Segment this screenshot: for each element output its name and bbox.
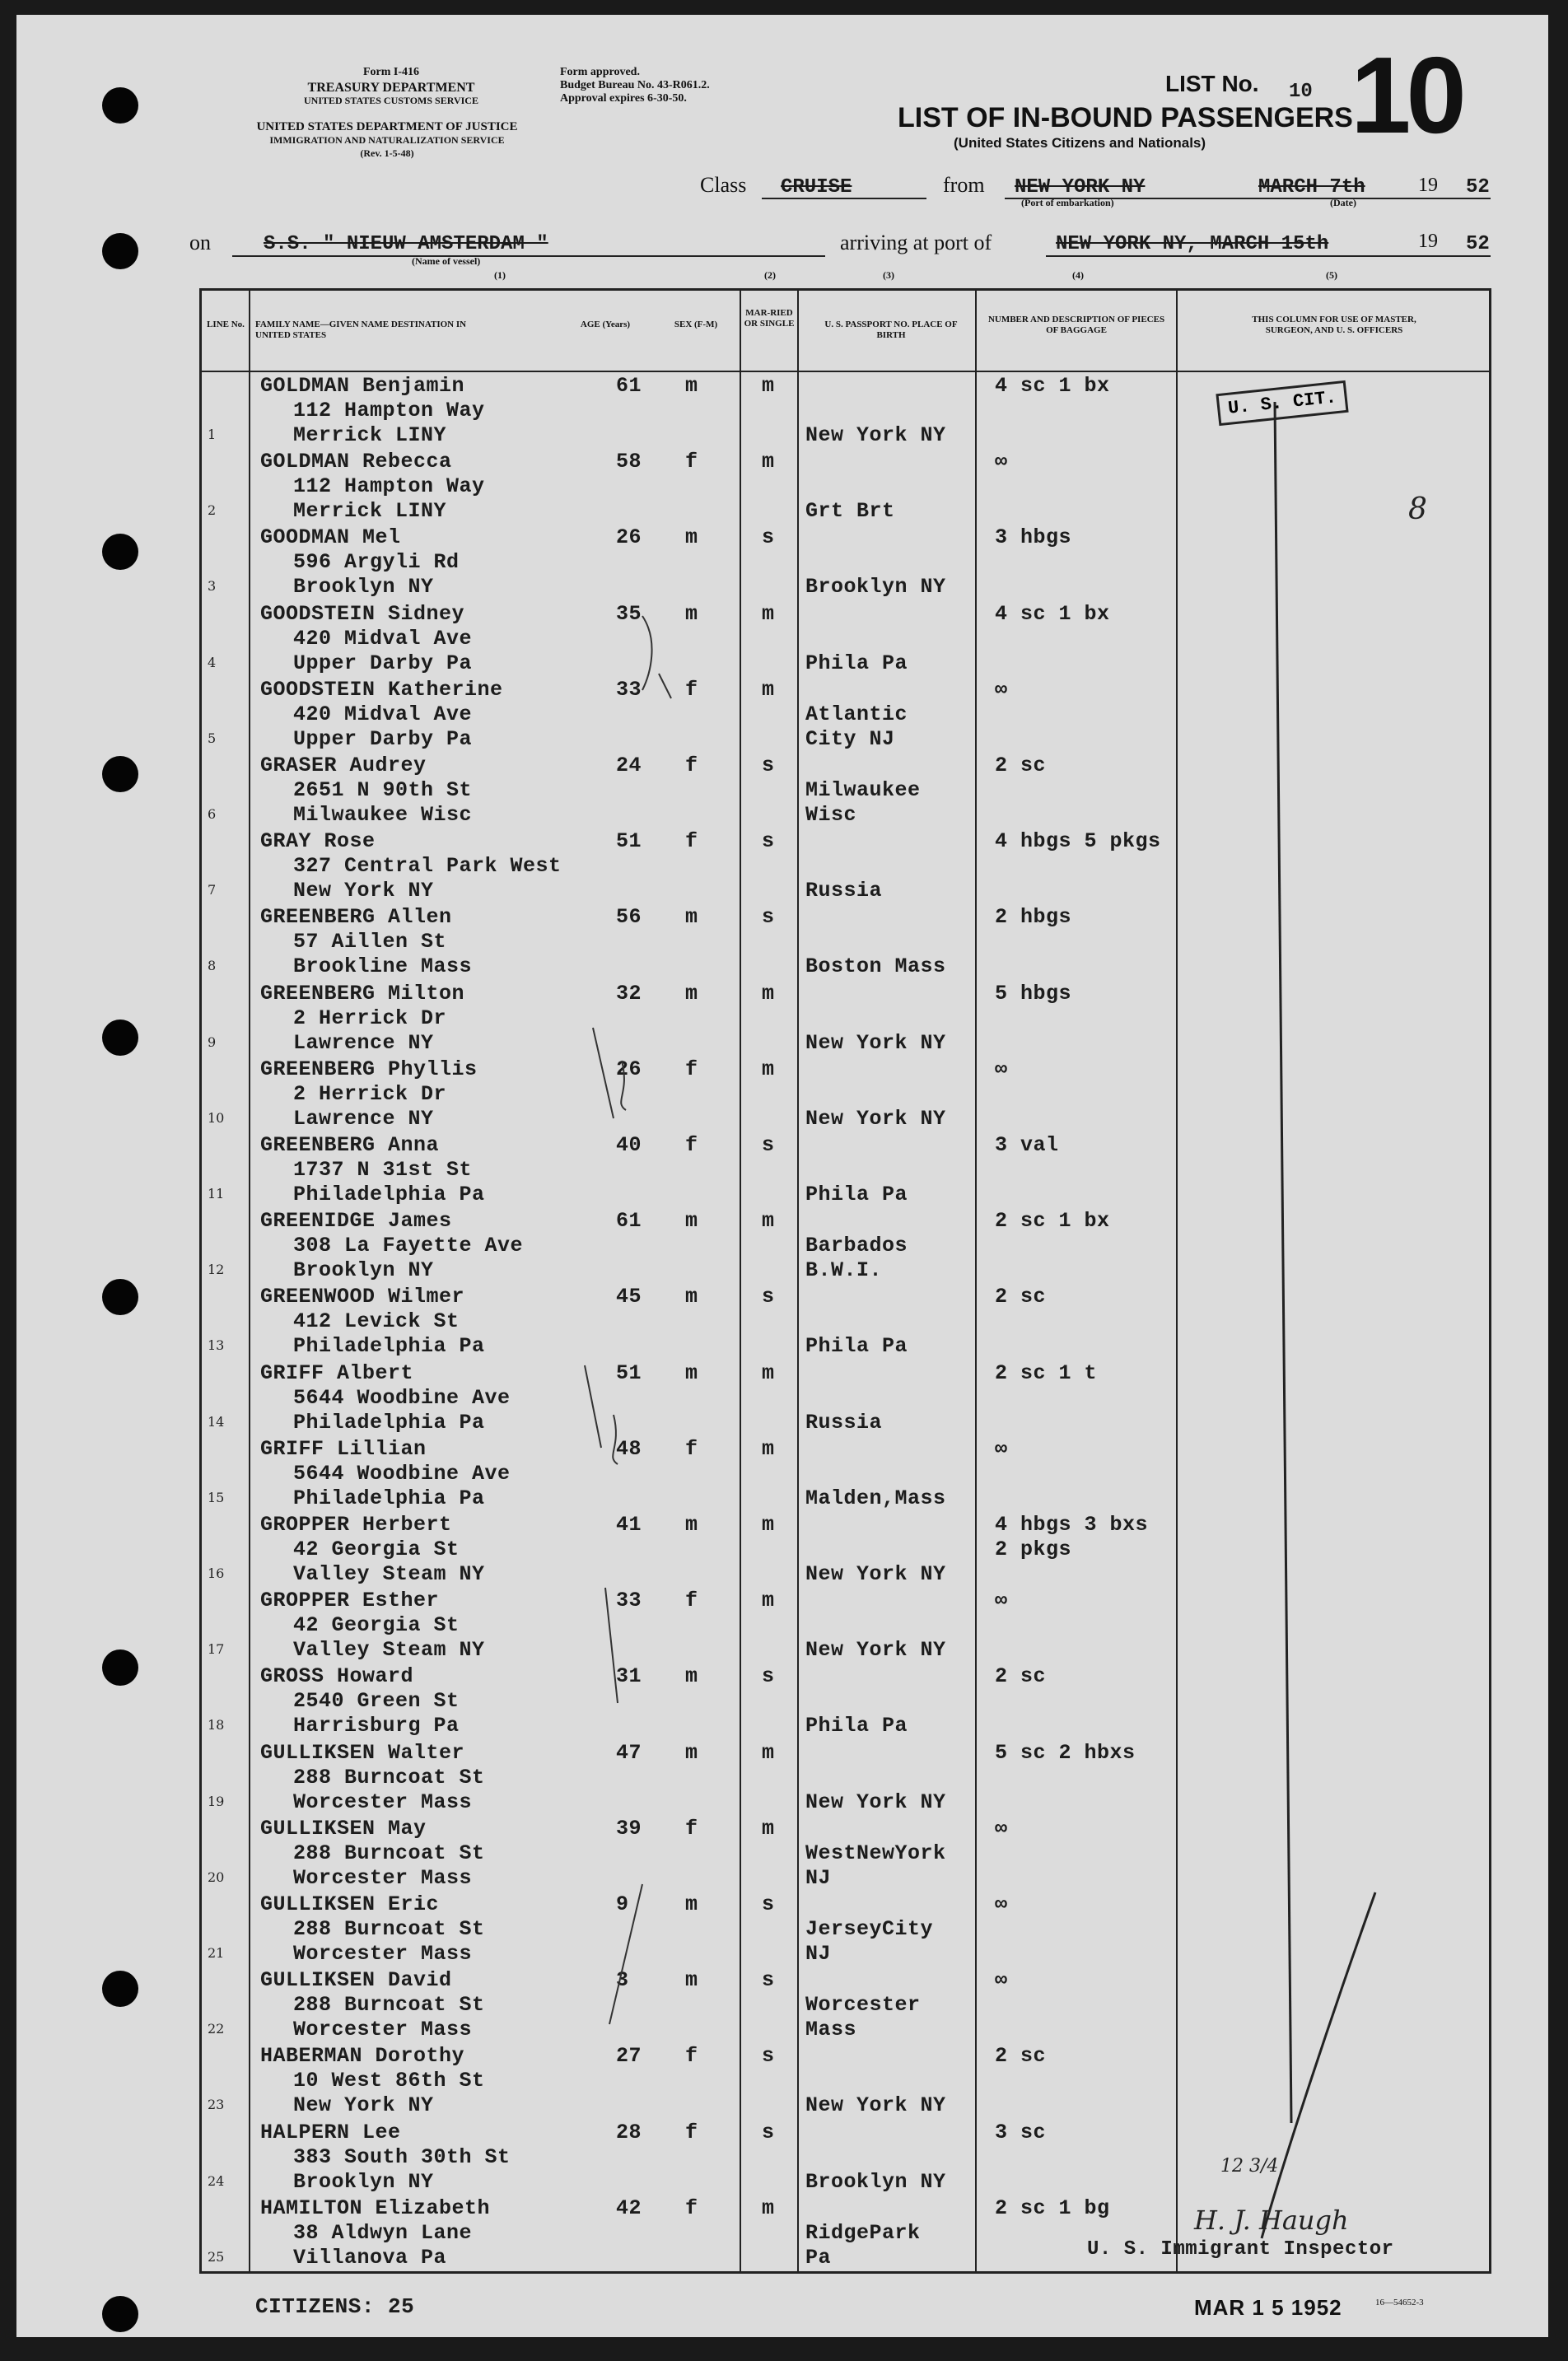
destination-city: Merrick LINY — [293, 423, 447, 447]
list-no-label: LIST No. — [1165, 71, 1259, 96]
destination-street: 1737 N 31st St — [293, 1158, 473, 1182]
baggage-line2: 2 pkgs — [995, 1537, 1072, 1561]
line-number: 2 — [208, 502, 217, 519]
col-header-baggage: NUMBER AND DESCRIPTION OF PIECES OF BAGGAGE — [987, 315, 1165, 336]
treasury-department: TREASURY DEPARTMENT — [307, 81, 475, 95]
received-date-stamp: MAR 1 5 1952 — [1194, 2295, 1342, 2320]
sex: m — [685, 601, 698, 626]
passenger-name: GROPPER Esther — [260, 1589, 440, 1613]
birthplace-line2: Phila Pa — [805, 1183, 908, 1206]
birthplace-line2: New York NY — [805, 2093, 946, 2118]
birthplace-line1: Barbados — [805, 1234, 908, 1258]
sex: f — [685, 2044, 698, 2069]
line-number: 4 — [208, 654, 217, 670]
citizens-total: CITIZENS: 25 — [255, 2294, 415, 2319]
passenger-name: GREENBERG Milton — [260, 981, 465, 1006]
line-number: 15 — [208, 1489, 225, 1505]
sex: f — [685, 1436, 698, 1461]
line-number: 5 — [208, 730, 217, 746]
birthplace-line2: Russia — [805, 1410, 883, 1435]
destination-city: Brookline Mass — [293, 954, 473, 979]
print-code: 16—54652-3 — [1375, 2298, 1424, 2307]
baggage: ∞ — [995, 1436, 1008, 1461]
vessel-caption: (Name of vessel) — [412, 255, 481, 267]
baggage: 5 sc 2 hbxs — [995, 1740, 1136, 1765]
department-of-justice: UNITED STATES DEPARTMENT OF JUSTICE — [256, 120, 518, 133]
baggage: 3 hbgs — [995, 525, 1072, 550]
age: 51 — [616, 829, 642, 854]
baggage: 2 hbgs — [995, 905, 1072, 930]
destination-city: Philadelphia Pa — [293, 1410, 485, 1435]
birthplace-line2: Pa — [805, 2245, 832, 2270]
line-number: 9 — [208, 1034, 217, 1050]
line-number: 3 — [208, 578, 217, 595]
baggage: 2 sc — [995, 2044, 1047, 2069]
destination-street: 412 Levick St — [293, 1309, 460, 1334]
age: 32 — [616, 981, 642, 1006]
baggage: 2 sc — [995, 1664, 1047, 1689]
budget-bureau: Budget Bureau No. 43-R061.2. — [560, 79, 710, 91]
sex: m — [685, 1664, 698, 1689]
marital-status: s — [762, 525, 775, 550]
line-number: 14 — [208, 1413, 225, 1430]
col-header-age: AGE (Years) — [580, 320, 631, 329]
handwritten-mark: 8 — [1408, 492, 1427, 526]
destination-city: Upper Darby Pa — [293, 726, 473, 751]
sex: m — [685, 1740, 698, 1765]
passenger-name: GOODMAN Mel — [260, 525, 401, 550]
marital-status: s — [762, 1892, 775, 1916]
destination-street: 38 Aldwyn Lane — [293, 2220, 473, 2245]
destination-street: 288 Burncoat St — [293, 1765, 485, 1789]
marital-status: m — [762, 1209, 775, 1234]
departure-year: 52 — [1466, 176, 1490, 198]
port-embark-caption: (Port of embarkation) — [1021, 197, 1114, 208]
destination-street: 42 Georgia St — [293, 1537, 460, 1561]
customs-service: UNITED STATES CUSTOMS SERVICE — [304, 95, 478, 106]
destination-street: 112 Hampton Way — [293, 399, 485, 422]
baggage: 2 sc — [995, 1285, 1047, 1309]
marital-status: m — [762, 1513, 775, 1537]
inspector-title: U. S. Immigrant Inspector — [1087, 2238, 1394, 2261]
age: 58 — [616, 450, 642, 474]
passenger-name: GROPPER Herbert — [260, 1513, 452, 1537]
passenger-name: GREENBERG Anna — [260, 1133, 440, 1157]
line-number: 19 — [208, 1793, 225, 1809]
passenger-name: GRASER Audrey — [260, 754, 427, 777]
age: 35 — [616, 601, 642, 626]
birthplace-line2: B.W.I. — [805, 1258, 883, 1283]
class-value: CRUISE — [781, 176, 852, 198]
baggage: ∞ — [995, 1816, 1008, 1841]
marital-status: m — [762, 2195, 775, 2220]
age: 28 — [616, 2120, 642, 2144]
arrival-year: 52 — [1466, 233, 1490, 255]
marital-status: m — [762, 1057, 775, 1081]
passenger-name: GRAY Rose — [260, 829, 376, 854]
destination-city: Philadelphia Pa — [293, 1334, 485, 1359]
marital-status: s — [762, 829, 775, 854]
from-label: from — [943, 173, 985, 197]
baggage: 5 hbgs — [995, 981, 1072, 1006]
destination-street: 327 Central Park West — [293, 854, 562, 879]
destination-street: 112 Hampton Way — [293, 474, 485, 499]
col-number-5: (5) — [1326, 269, 1337, 281]
line-number: 20 — [208, 1869, 225, 1885]
birthplace-line1: WestNewYork — [805, 1841, 946, 1865]
destination-city: Worcester Mass — [293, 2018, 473, 2042]
destination-city: Lawrence NY — [293, 1030, 434, 1055]
baggage: 4 sc 1 bx — [995, 601, 1110, 626]
age: 24 — [616, 754, 642, 777]
destination-city: Valley Steam NY — [293, 1638, 485, 1663]
baggage: 3 sc — [995, 2120, 1047, 2144]
birthplace-line2: Phila Pa — [805, 1334, 908, 1359]
sex: m — [685, 1285, 698, 1309]
form-number: Form I-416 — [362, 66, 420, 78]
passenger-name: GOODSTEIN Katherine — [260, 677, 503, 702]
destination-street: 2651 N 90th St — [293, 778, 473, 802]
destination-street: 42 Georgia St — [293, 1613, 460, 1638]
age: 41 — [616, 1513, 642, 1537]
line-number: 24 — [208, 2172, 225, 2189]
birthplace-line2: Phila Pa — [805, 651, 908, 675]
form-subtitle: (United States Citizens and Nationals) — [954, 135, 1206, 151]
col-number-4: (4) — [1072, 269, 1084, 281]
passenger-name: GRIFF Albert — [260, 1360, 414, 1385]
on-label: on — [189, 231, 211, 254]
destination-street: 420 Midval Ave — [293, 702, 473, 726]
age: 48 — [616, 1436, 642, 1461]
birthplace-line2: New York NY — [805, 1638, 946, 1663]
age: 47 — [616, 1740, 642, 1765]
line-number: 16 — [208, 1565, 225, 1581]
col-header-sex: SEX (F-M) — [674, 320, 718, 329]
baggage: 2 sc 1 t — [995, 1360, 1098, 1385]
arriving-label: arriving at port of — [840, 231, 992, 254]
birthplace-line2: Mass — [805, 2018, 857, 2042]
age: 3 — [616, 1968, 629, 1993]
immigration-service: IMMIGRATION AND NATURALIZATION SERVICE — [269, 134, 505, 146]
birthplace-line1: JerseyCity — [805, 1917, 934, 1941]
passenger-name: GULLIKSEN Eric — [260, 1892, 440, 1916]
birthplace-line2: Boston Mass — [805, 954, 946, 979]
destination-city: New York NY — [293, 879, 434, 903]
passenger-name: GULLIKSEN May — [260, 1816, 427, 1841]
birthplace-line2: Phila Pa — [805, 1714, 908, 1738]
list-no-typed: 10 — [1289, 81, 1313, 103]
line-number: 1 — [208, 427, 217, 442]
age: 61 — [616, 1209, 642, 1234]
initials: 12 3/4 — [1220, 2156, 1279, 2177]
birthplace-line2: Russia — [805, 879, 883, 903]
age: 33 — [616, 677, 642, 702]
marital-status: m — [762, 1360, 775, 1385]
destination-street: 5644 Woodbine Ave — [293, 1461, 511, 1486]
birthplace-line1: Milwaukee — [805, 778, 921, 802]
age: 31 — [616, 1664, 642, 1689]
destination-street: 288 Burncoat St — [293, 1917, 485, 1941]
passenger-name: HALPERN Lee — [260, 2120, 401, 2144]
baggage: ∞ — [995, 677, 1008, 702]
passenger-name: GROSS Howard — [260, 1664, 414, 1689]
handwritten-strokes — [16, 15, 1548, 2337]
line-number: 17 — [208, 1641, 225, 1658]
document-page — [16, 15, 1548, 2337]
col-number-3: (3) — [883, 269, 894, 281]
sex: m — [685, 525, 698, 550]
departure-date: MARCH 7th — [1258, 176, 1365, 198]
col-header-name: FAMILY NAME—GIVEN NAME DESTINATION IN UNITED STATES — [255, 320, 467, 341]
line-number: 23 — [208, 2097, 225, 2113]
age: 9 — [616, 1892, 629, 1916]
birthplace-line2: City NJ — [805, 726, 895, 751]
destination-street: 2 Herrick Dr — [293, 1081, 447, 1106]
destination-street: 57 Aillen St — [293, 930, 447, 954]
birthplace-line1: Worcester — [805, 1993, 921, 2018]
destination-city: Merrick LINY — [293, 499, 447, 524]
destination-city: Worcester Mass — [293, 1789, 473, 1814]
birthplace-line2: New York NY — [805, 423, 946, 447]
baggage: ∞ — [995, 1589, 1008, 1613]
marital-status: m — [762, 1589, 775, 1613]
line-number: 21 — [208, 1945, 225, 1961]
sex: m — [685, 905, 698, 930]
from-port: NEW YORK NY — [1015, 176, 1146, 198]
birthplace-line2: New York NY — [805, 1562, 946, 1586]
class-label: Class — [700, 173, 747, 197]
birthplace-line2: Wisc — [805, 803, 857, 827]
destination-city: Harrisburg Pa — [293, 1714, 460, 1738]
sex: f — [685, 829, 698, 854]
col-header-passport: U. S. PASSPORT NO. PLACE OF BIRTH — [824, 320, 958, 341]
baggage: ∞ — [995, 1968, 1008, 1993]
sex: f — [685, 1816, 698, 1841]
line-number: 22 — [208, 2021, 225, 2037]
destination-city: Milwaukee Wisc — [293, 803, 473, 827]
age: 61 — [616, 374, 642, 398]
form-title: LIST OF IN-BOUND PASSENGERS — [898, 102, 1353, 133]
destination-city: Brooklyn NY — [293, 1258, 434, 1283]
sex: m — [685, 1892, 698, 1916]
col-header-line-no: LINE No. — [207, 320, 245, 329]
passenger-name: GREENBERG Phyllis — [260, 1057, 478, 1081]
marital-status: m — [762, 1740, 775, 1765]
sex: f — [685, 1133, 698, 1157]
line-number: 11 — [208, 1186, 225, 1201]
sex: m — [685, 374, 698, 398]
age: 56 — [616, 905, 642, 930]
destination-city: Villanova Pa — [293, 2245, 447, 2270]
destination-city: Lawrence NY — [293, 1106, 434, 1131]
age: 26 — [616, 1057, 642, 1081]
destination-street: 2540 Green St — [293, 1689, 460, 1714]
sex: f — [685, 677, 698, 702]
destination-street: 288 Burncoat St — [293, 1993, 485, 2018]
destination-city: Philadelphia Pa — [293, 1486, 485, 1510]
destination-street: 596 Argyli Rd — [293, 550, 460, 575]
baggage: 4 hbgs 5 pkgs — [995, 829, 1161, 854]
marital-status: m — [762, 1436, 775, 1461]
destination-street: 5644 Woodbine Ave — [293, 1385, 511, 1410]
sex: f — [685, 450, 698, 474]
approval-expires: Approval expires 6-30-50. — [560, 92, 687, 105]
line-number: 6 — [208, 806, 217, 822]
col-header-officers: THIS COLUMN FOR USE OF MASTER, SURGEON, AND U. S. OFFICERS — [1252, 315, 1416, 336]
birthplace-line2: NJ — [805, 1865, 832, 1890]
year-prefix-2: 19 — [1418, 231, 1438, 252]
passenger-name: GOLDMAN Benjamin — [260, 374, 465, 398]
age: 42 — [616, 2195, 642, 2220]
baggage: 2 sc 1 bx — [995, 1209, 1110, 1234]
birthplace-line1: Atlantic — [805, 702, 908, 726]
line-number: 10 — [208, 1109, 225, 1126]
year-prefix: 19 — [1418, 175, 1438, 196]
sex: m — [685, 1513, 698, 1537]
birthplace-line2: New York NY — [805, 1106, 946, 1131]
baggage: 4 sc 1 bx — [995, 374, 1110, 398]
line-number: 8 — [208, 958, 217, 974]
col-number-1: (1) — [494, 269, 506, 281]
birthplace-line2: New York NY — [805, 1030, 946, 1055]
list-no-big: 10 — [1351, 35, 1462, 156]
age: 27 — [616, 2044, 642, 2069]
sex: f — [685, 1057, 698, 1081]
destination-city: Valley Steam NY — [293, 1562, 485, 1586]
marital-status: m — [762, 1816, 775, 1841]
passenger-name: GOODSTEIN Sidney — [260, 601, 465, 626]
baggage: 2 sc — [995, 754, 1047, 777]
passenger-name: GULLIKSEN David — [260, 1968, 452, 1993]
passenger-name: HABERMAN Dorothy — [260, 2044, 465, 2069]
baggage: ∞ — [995, 1057, 1008, 1081]
marital-status: s — [762, 1285, 775, 1309]
baggage: 3 val — [995, 1133, 1059, 1157]
destination-city: Brooklyn NY — [293, 575, 434, 600]
passenger-name: HAMILTON Elizabeth — [260, 2195, 491, 2220]
vessel-name: S.S. " NIEUW AMSTERDAM " — [264, 233, 548, 255]
passenger-name: GREENIDGE James — [260, 1209, 452, 1234]
col-header-married: MAR-RIED OR SINGLE — [744, 308, 795, 329]
baggage: 4 hbgs 3 bxs — [995, 1513, 1149, 1537]
marital-status: m — [762, 677, 775, 702]
inspector-signature: H. J. Haugh — [1194, 2205, 1349, 2236]
sex: f — [685, 2195, 698, 2220]
age: 26 — [616, 525, 642, 550]
destination-city: Worcester Mass — [293, 1942, 473, 1966]
destination-city: Worcester Mass — [293, 1865, 473, 1890]
destination-street: 2 Herrick Dr — [293, 1006, 447, 1030]
us-cit-stamp: U. S. CIT. — [1216, 380, 1348, 426]
birthplace-line2: Brooklyn NY — [805, 575, 946, 600]
form-approved: Form approved. — [560, 66, 640, 78]
destination-city: Philadelphia Pa — [293, 1183, 485, 1206]
marital-status: s — [762, 2120, 775, 2144]
line-number: 18 — [208, 1717, 225, 1733]
age: 51 — [616, 1360, 642, 1385]
sex: f — [685, 754, 698, 777]
sex: m — [685, 1209, 698, 1234]
passenger-name: GOLDMAN Rebecca — [260, 450, 452, 474]
destination-city: Brooklyn NY — [293, 2169, 434, 2194]
marital-status: s — [762, 1133, 775, 1157]
sex: m — [685, 1360, 698, 1385]
birthplace-line2: Grt Brt — [805, 499, 895, 524]
birthplace-line2: Malden,Mass — [805, 1486, 946, 1510]
birthplace-line1: RidgePark — [805, 2220, 921, 2245]
sex: m — [685, 981, 698, 1006]
passenger-name: GREENWOOD Wilmer — [260, 1285, 465, 1309]
baggage: 2 sc 1 bg — [995, 2195, 1110, 2220]
date-caption: (Date) — [1330, 197, 1356, 208]
birthplace-line2: NJ — [805, 1942, 832, 1966]
destination-street: 308 La Fayette Ave — [293, 1234, 524, 1258]
passenger-name: GULLIKSEN Walter — [260, 1740, 465, 1765]
marital-status: s — [762, 2044, 775, 2069]
birthplace-line2: Brooklyn NY — [805, 2169, 946, 2194]
col-number-2: (2) — [764, 269, 776, 281]
line-number: 13 — [208, 1337, 225, 1354]
destination-city: New York NY — [293, 2093, 434, 2118]
baggage: ∞ — [995, 1892, 1008, 1916]
age: 33 — [616, 1589, 642, 1613]
line-number: 7 — [208, 882, 217, 898]
baggage: ∞ — [995, 450, 1008, 474]
marital-status: s — [762, 754, 775, 777]
age: 45 — [616, 1285, 642, 1309]
marital-status: s — [762, 905, 775, 930]
passenger-name: GREENBERG Allen — [260, 905, 452, 930]
line-number: 12 — [208, 1262, 225, 1278]
destination-street: 383 South 30th St — [293, 2144, 511, 2169]
destination-street: 288 Burncoat St — [293, 1841, 485, 1865]
arrival-port-date: NEW YORK NY, MARCH 15th — [1056, 233, 1329, 255]
marital-status: s — [762, 1968, 775, 1993]
destination-street: 10 West 86th St — [293, 2069, 485, 2093]
line-number: 25 — [208, 2248, 225, 2265]
sex: m — [685, 1968, 698, 1993]
sex: f — [685, 1589, 698, 1613]
marital-status: m — [762, 450, 775, 474]
age: 39 — [616, 1816, 642, 1841]
marital-status: m — [762, 981, 775, 1006]
age: 40 — [616, 1133, 642, 1157]
revision-date: (Rev. 1-5-48) — [360, 147, 414, 159]
destination-city: Upper Darby Pa — [293, 651, 473, 675]
birthplace-line2: New York NY — [805, 1789, 946, 1814]
passenger-name: GRIFF Lillian — [260, 1436, 427, 1461]
marital-status: m — [762, 601, 775, 626]
marital-status: m — [762, 374, 775, 398]
marital-status: s — [762, 1664, 775, 1689]
sex: f — [685, 2120, 698, 2144]
destination-street: 420 Midval Ave — [293, 626, 473, 651]
